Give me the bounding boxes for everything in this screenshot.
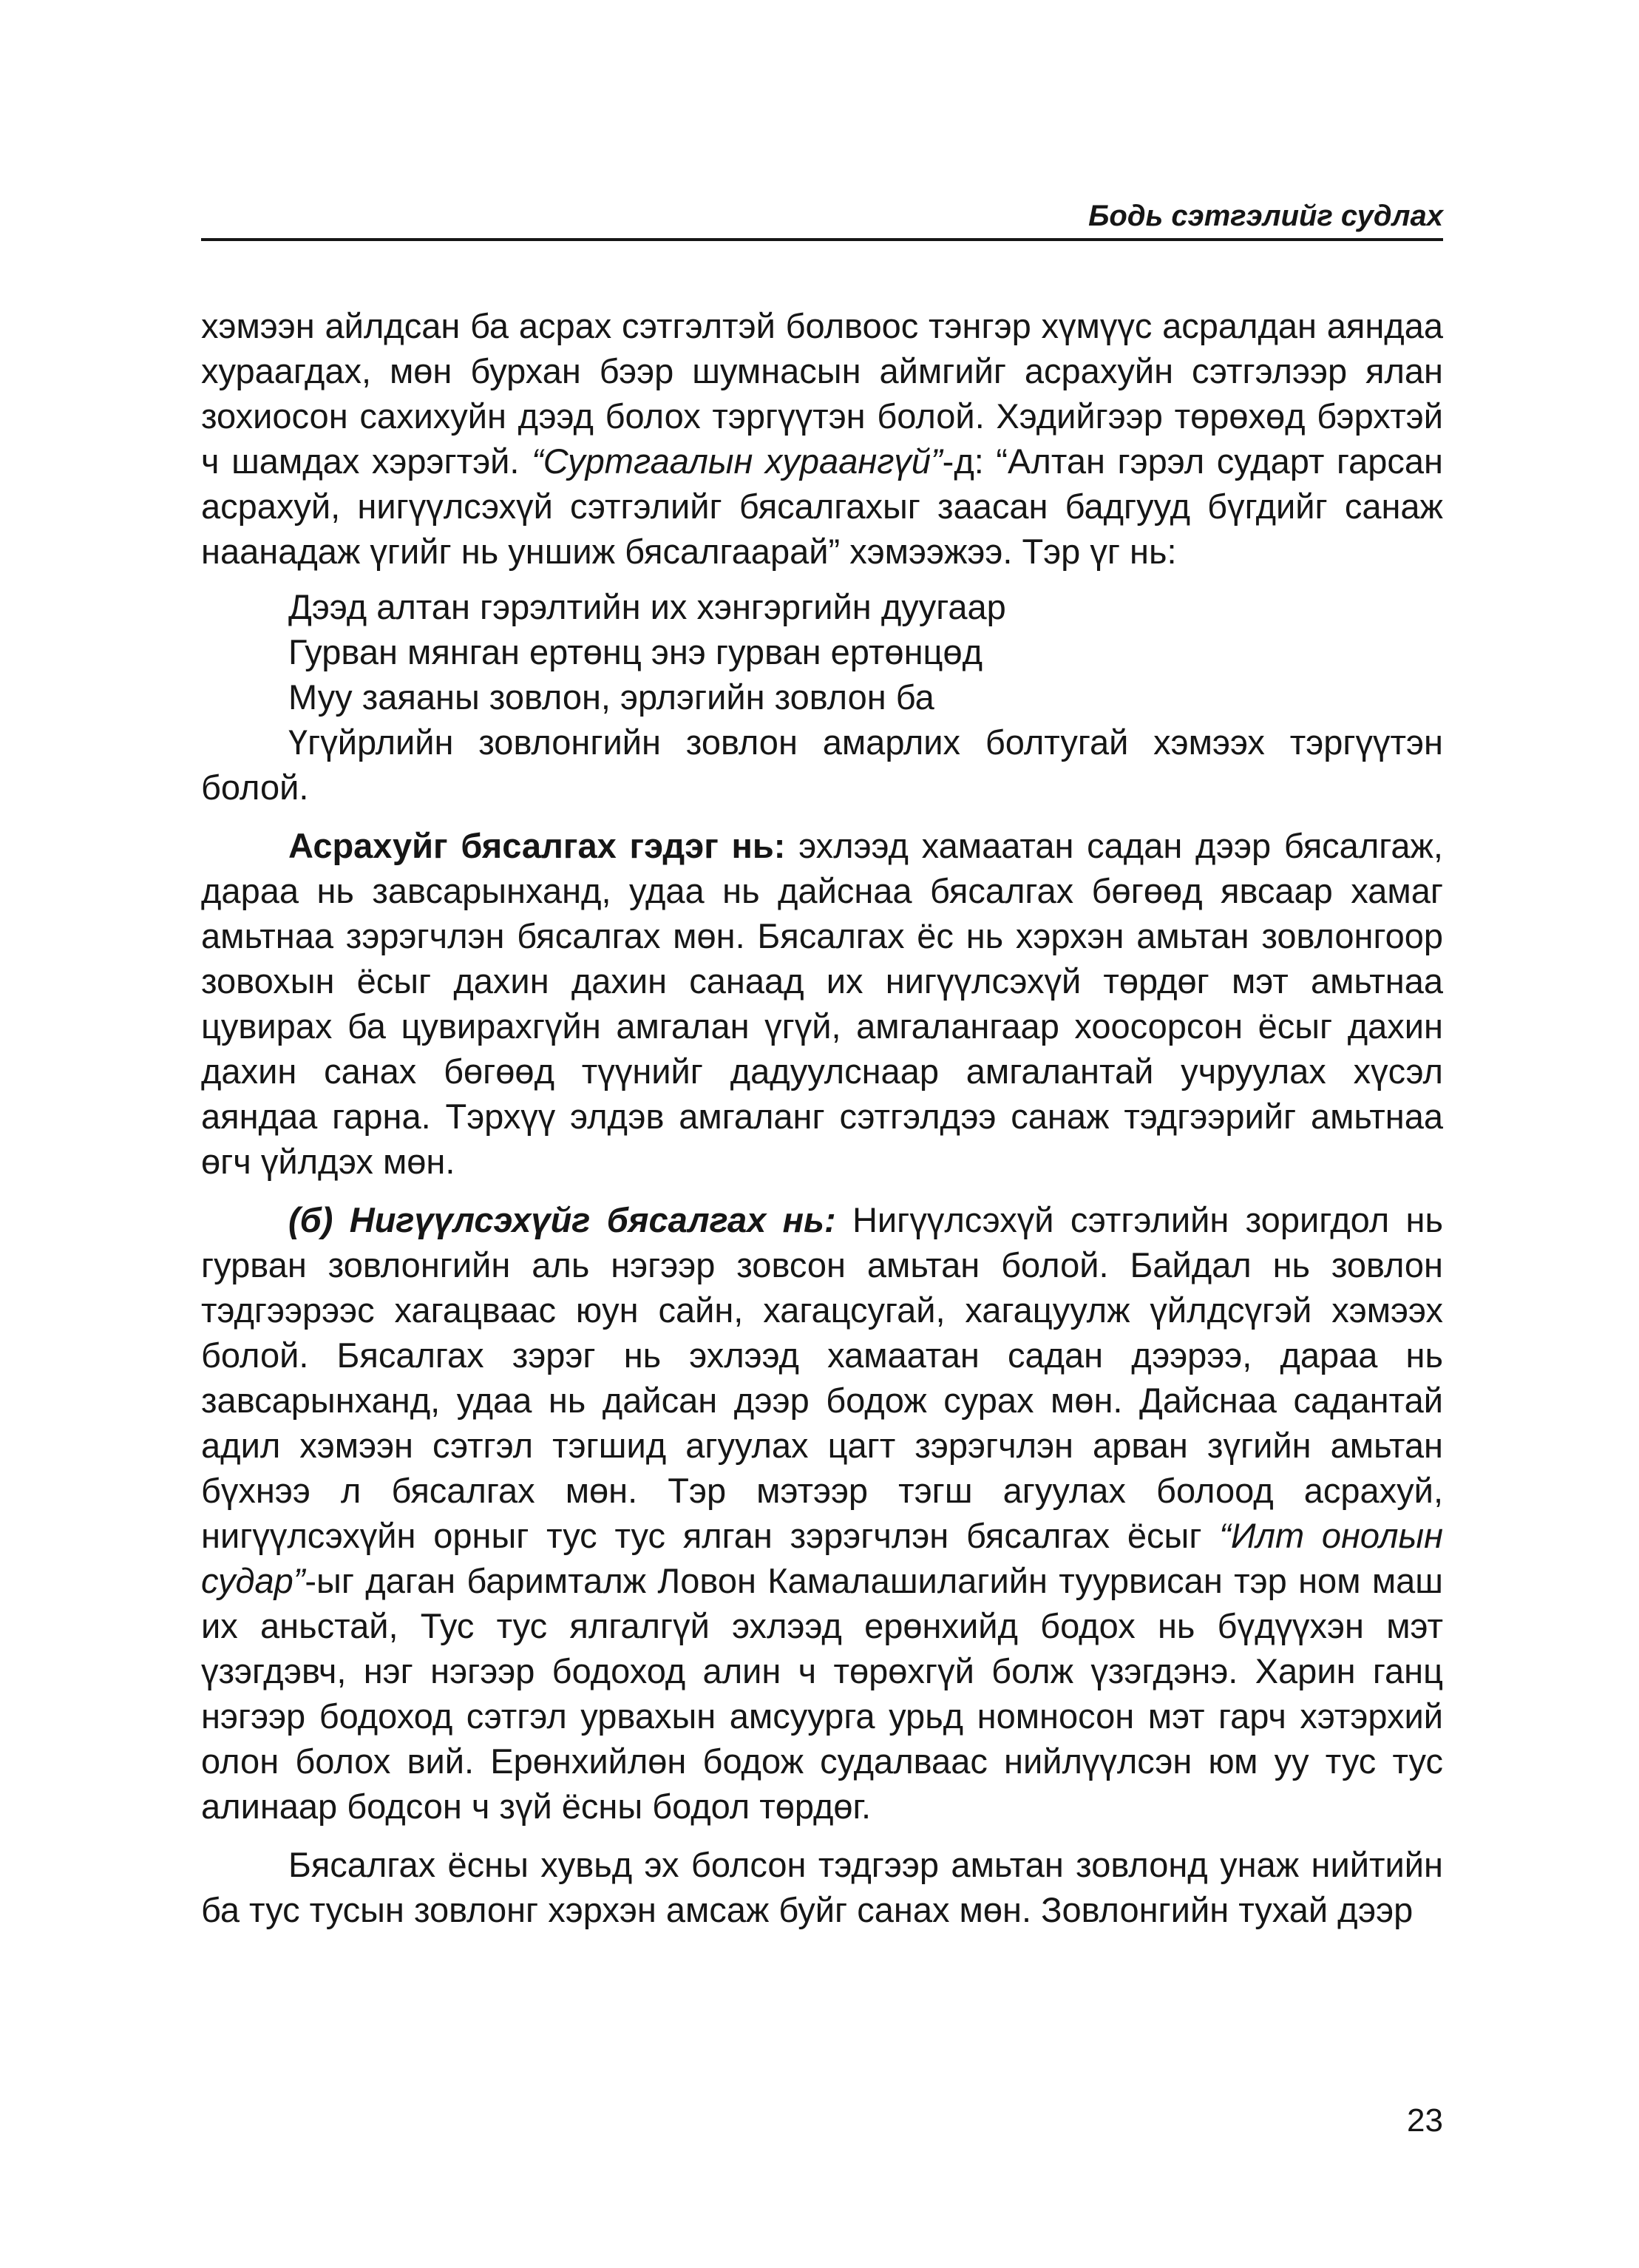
- paragraph-1-text-b: -д: “Алтан гэрэл сударт гарсан асрахуй, нигүүлсэхүй сэтгэлийг бясалгахыг заасан бадгууд бүгдийг санаж наанадаж үгийг нь уншиж бясалгаарай” хэмээжээ. Тэр үг нь:: [201, 441, 1443, 571]
- header-rule: [201, 238, 1443, 241]
- paragraph-1-text-a: хэмээн айлдсан ба асрах сэтгэлтэй болвоос тэнгэр хүмүүс асралдан аяндаа хураагдах, мөн бурхан бээр шумнасын аймгийг асрахуйн сэтгэлээр ялан зохиосон сахихуйн дээд болох тэргүүтэн болой. Хэдийгээр төрөхөд бэрхтэй ч шамдах хэрэгтэй.: [201, 306, 1443, 481]
- paragraph-4: Бясалгах ёсны хувьд эх болсон тэдгээр амьтан зовлонд унаж нийтийн ба тус тусын зовлонг хэрхэн амсаж буйг санах мөн. Зовлонгийн тухай дээр: [201, 1845, 1443, 1929]
- paragraph-3-text-b: -ыг даган баримталж Ловон Камалашилагийн туурвисан тэр ном маш их аньстай, Тус тус ялгалгүй эхлээд ерөнхийд бодох нь бүдүүхэн мэт үзэгдэвч, нэг нэгээр бодоход алин ч төрөхгүй болж үзэгдэнэ. Харин ганц нэгээр бодоход сэтгэл урвахын амсуурга урьд номносон мэт гарч хэтэрхий олон болох вий. Ерөнхийлөн бодож судалваас нийлүүлсэн юм уу тус тус алинаар бодсон ч зүй ёсны бодол төрдөг.: [201, 1561, 1443, 1826]
- verse-line-2: Гурван мянган ертөнц энэ гурван ертөнцөд: [288, 632, 983, 671]
- paragraph-3-heading: (б) Нигүүлсэхүйг бясалгах нь:: [288, 1200, 836, 1239]
- cited-title-sutra: “Илт онолын судар”: [201, 1516, 1443, 1600]
- paragraph-2-heading: Асрахуйг бясалгах гэдэг нь:: [288, 826, 786, 865]
- page-number: 23: [1407, 2102, 1443, 2139]
- running-head: Бодь сэтгэлийг судлах: [1088, 200, 1443, 232]
- verse-line-3: Муу заяаны зовлон, эрлэгийн зовлон ба: [288, 677, 934, 717]
- paragraph-3: [201, 1197, 1443, 1829]
- paragraph-1: [201, 303, 1443, 574]
- verse-line-1: Дээд алтан гэрэлтийн их хэнгэргийн дуугаар: [288, 587, 1006, 626]
- verse-block: [288, 584, 1443, 720]
- paragraph-3-text-a: Нигүүлсэхүй сэтгэлийн зоригдол нь гурван зовлонгийн аль нэгээр зовсон амьтан болой. Байдал нь зовлон тэдгээрээс хагацваас юун сайн, хагацсугай, хагацуулж үйлдсүгэй хэмээх болой. Бясалгах зэрэг нь эхлээд хамаатан садан дээрээ, дараа нь завсарынханд, удаа нь дайсан дээр бодож сурах мөн. Дайснаа садантай адил хэмээн сэтгэл тэгшид агуулах цагт зэрэгчлэн арван зүгийн амьтан бүхнээ л бясалгах мөн. Тэр мэтээр тэгш агуулах болоод асрахуй, нигүүлсэхүйн орныг тус тус ялган зэрэгчлэн бясалгах ёсыг: [201, 1200, 1444, 1555]
- cited-title-summary: “Суртгаалын хураангүй”: [532, 441, 943, 481]
- paragraph-2: [201, 823, 1443, 1184]
- body-text: [201, 303, 1443, 1932]
- verse-line-4: Үгүйрлийн зовлонгийн зовлон амарлих болтугай хэмээх тэргүүтэн болой.: [201, 722, 1443, 807]
- paragraph-2-text: эхлээд хамаатан садан дээр бясалгаж, дараа нь завсарынханд, удаа нь дайснаа бясалгах бөгөөд явсаар хамаг амьтнаа зэрэгчлэн бясалгах мөн. Бясалгах ёс нь хэрхэн амьтан зовлонгоор зовохын ёсыг дахин дахин санаад их нигүүлсэхүй төрдөг мэт амьтнаа цувирах ба цувирахгүйн амгалан үгүй, амгалангаар хоосорсон ёсыг дахин дахин санах бөгөөд түүнийг дадуулснаар амгалантай учруулах хүсэл аяндаа гарна. Тэрхүү элдэв амгаланг сэтгэлдээ санаж тэдгээрийг амьтнаа өгч үйлдэх мөн.: [201, 826, 1443, 1181]
